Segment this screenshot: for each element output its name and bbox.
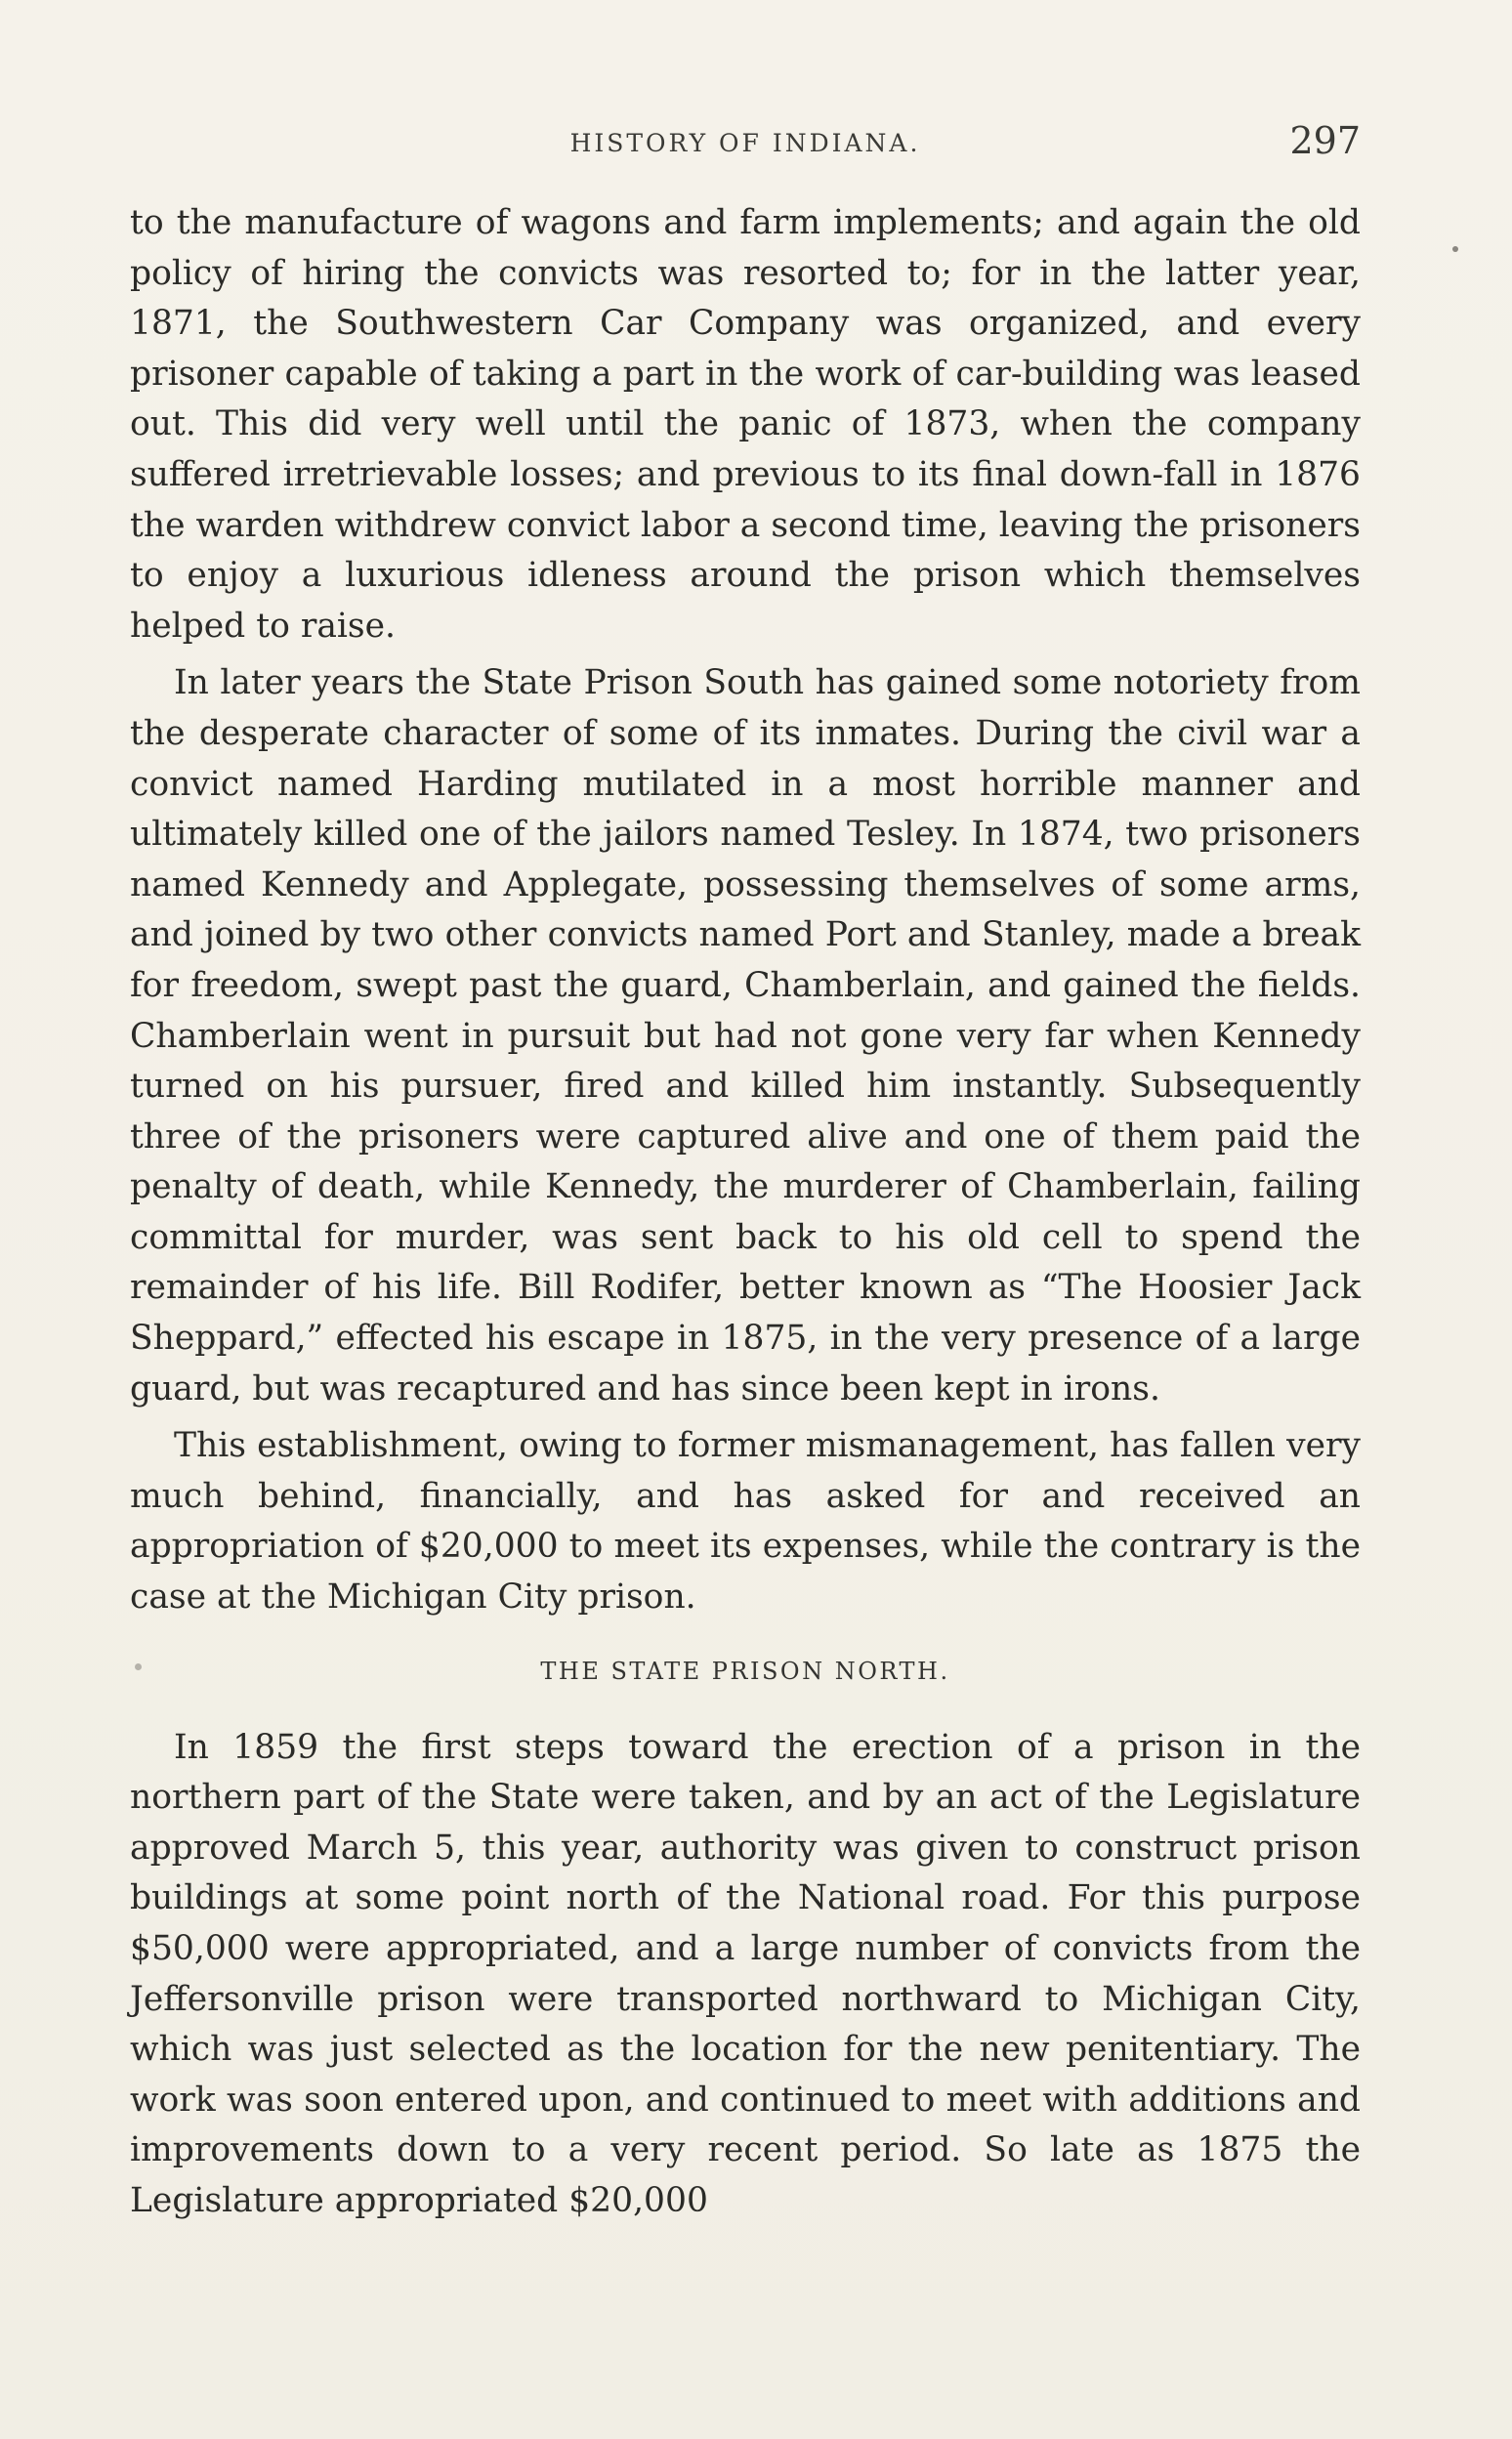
paragraph-prison-north: In 1859 the first steps toward the erection of a prison in the northern part of the State were taken, and by an act of the Legislature approved March 5, this year, authority was given to construct prison buildings at some point north of the National road. For this purpose $50,000 were appropriated, and a large number of convicts from the Jeffersonville prison were transported northward to Michigan City, which was just selected as the location for the new penitentiary. The work was soon entered upon, and continued to meet with additions and improvements down to a very recent period. So late as 1875 the Legislature appropriated $20,000 (130, 1727, 1361, 2220)
page-number: 297 (1289, 119, 1361, 162)
running-title: HISTORY OF INDIANA. (569, 129, 921, 157)
paper-speck (135, 1663, 142, 1670)
paragraph-finances: This establishment, owing to former mismanagement, has fallen very much behind, financially, and has asked for and received an appropriation of $20,000 to meet its expenses, while the contrary is the case at the Michigan City prison. (130, 1426, 1361, 1618)
running-header (130, 115, 1361, 164)
paragraph-continued: to the manufacture of wagons and farm implements; and again the old policy of hiring the convicts was resorted to; for in the latter year, 1871, the Southwestern Car Company was organized, and every prisoner capable of taking a part in the work of car-building was leased out. This did very well until the panic of 1873, when the company suffered irretrievable losses; and previous to its final down-fall in 1876 the warden withdrew convict labor a second time, leaving the prisoners to enjoy a luxurious idleness around the prison which themselves helped to raise. (130, 203, 1361, 646)
body-text (130, 198, 1361, 2234)
paper-speck (1452, 246, 1458, 252)
paragraph-notoriety: In later years the State Prison South has gained some notoriety from the desperate character of some of its inmates. During the civil war a convict named Harding mutilated in a most horrible manner and ultimately killed one of the jailors named Tesley. In 1874, two prisoners named Kennedy and Applegate, possessing themselves of some arms, and joined by two other convicts named Port and Stanley, made a break for freedom, swept past the guard, Chamberlain, and gained the fields. Chamberlain went in pursuit but had not gone very far when Kennedy turned on his pursuer, fired and killed him instantly. Subsequently three of the prisoners were captured alive and one of them paid the penalty of death, while Kennedy, the murderer of Chamberlain, failing committal for murder, was sent back to his old cell to spend the remainder of his life. Bill Rodifer, better known as “The Hoosier Jack Sheppard,” effected his escape in 1875, in the very presence of a large guard, but was recaptured and has since been kept in irons. (130, 663, 1361, 1409)
section-heading: THE STATE PRISON NORTH. (540, 1657, 950, 1685)
